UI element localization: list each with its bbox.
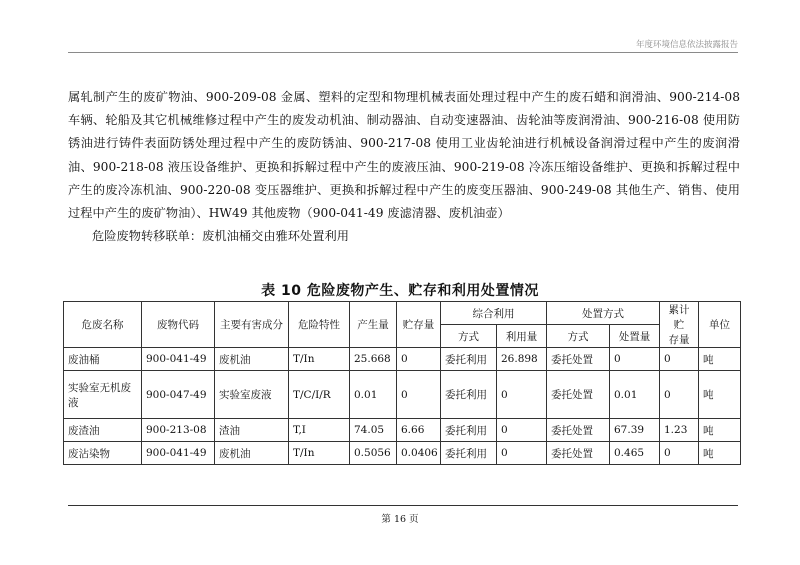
cell-waste-code: 900-041-49 [142,348,215,371]
cell-component: 废机油 [215,348,289,371]
col-header-waste-name: 危废名称 [64,302,142,348]
cell-property: T/C/I/R [289,371,350,419]
cell-waste-name: 废油桶 [64,348,142,371]
cell-property: T/In [289,442,350,465]
cell-disposal-method: 委托处置 [547,442,610,465]
cell-waste-code: 900-213-08 [142,419,215,442]
cell-waste-code: 900-047-49 [142,371,215,419]
cell-accumulated: 1.23 [660,419,699,442]
cell-unit: 吨 [699,371,741,419]
footer-divider [68,505,738,506]
cell-generated: 0.5056 [350,442,397,465]
col-header-disposal-amount: 处置量 [610,325,660,348]
col-header-disposal: 处置方式 [547,302,660,325]
col-header-waste-code: 废物代码 [142,302,215,348]
col-header-hazardous-component: 主要有害成分 [215,302,289,348]
col-header-stored: 贮存量 [397,302,441,348]
cell-waste-code: 900-041-49 [142,442,215,465]
cell-accumulated: 0 [660,442,699,465]
cell-stored: 6.66 [397,419,441,442]
accum-header-line-2: 存量 [668,334,690,346]
cell-accumulated: 0 [660,371,699,419]
cell-utilization-amount: 0 [497,442,547,465]
cell-property: T,I [289,419,350,442]
cell-stored: 0 [397,348,441,371]
accum-header-line-1: 累计贮 [668,304,690,331]
body-paragraph-transfer-manifest: 危险废物转移联单：废机油桶交由雅环处置利用 [92,229,349,244]
cell-utilization-amount: 26.898 [497,348,547,371]
col-header-unit: 单位 [699,302,741,348]
cell-utilization-method: 委托利用 [441,348,497,371]
cell-utilization-method: 委托利用 [441,419,497,442]
cell-unit: 吨 [699,419,741,442]
cell-waste-name: 废渣油 [64,419,142,442]
cell-generated: 0.01 [350,371,397,419]
cell-component: 渣油 [215,419,289,442]
cell-utilization-amount: 0 [497,371,547,419]
cell-disposal-method: 委托处置 [547,371,610,419]
cell-disposal-amount: 0 [610,348,660,371]
body-text [68,86,740,248]
table-title: 表 10 危险废物产生、贮存和利用处置情况 [261,283,539,299]
cell-utilization-method: 委托利用 [441,371,497,419]
cell-accumulated: 0 [660,348,699,371]
table-header-row-1 [64,302,741,325]
cell-generated: 25.668 [350,348,397,371]
col-header-utilization: 综合利用 [441,302,547,325]
cell-utilization-amount: 0 [497,419,547,442]
cell-disposal-amount: 0.01 [610,371,660,419]
cell-generated: 74.05 [350,419,397,442]
cell-component: 废机油 [215,442,289,465]
cell-utilization-method: 委托利用 [441,442,497,465]
cell-disposal-amount: 0.465 [610,442,660,465]
cell-disposal-method: 委托处置 [547,348,610,371]
cell-stored: 0.0406 [397,442,441,465]
cell-unit: 吨 [699,442,741,465]
cell-disposal-method: 委托处置 [547,419,610,442]
cell-waste-name: 废沾染物 [64,442,142,465]
page-number: 第 16 页 [381,514,419,525]
cell-waste-name: 实验室无机废液 [64,371,142,419]
cell-disposal-amount: 67.39 [610,419,660,442]
cell-property: T/In [289,348,350,371]
col-header-accumulated-storage [660,302,699,348]
cell-component: 实验室废液 [215,371,289,419]
col-header-utilization-method: 方式 [441,325,497,348]
report-header-title: 年度环境信息依法披露报告 [635,40,738,50]
table-row [64,371,741,419]
table-row [64,442,741,465]
table-row [64,419,741,442]
col-header-hazard-property: 危险特性 [289,302,350,348]
body-paragraph-waste-list: 属轧制产生的废矿物油、900-209-08 金属、塑料的定型和物理机械表面处理过程中产生的废石蜡和润滑油、900-214-08 车辆、轮船及其它机械维修过程中产生的废发动机油、制动器油、自动变速器油、齿轮油等废润滑油、900-216-08 使用防锈油进行铸件表面防锈处理过程中产生的废防锈油、900-217-08 使用工业齿轮油进行机械设备润滑过程中产生的废润滑油、900-218-08 液压设备维护、更换和拆解过程中产生的废液压油、900-219-08 冷冻压缩设备维护、更换和拆解过程中产生的废冷冻机油、900-220-08 变压器维护、更换和拆解过程中产生的废变压器油、900-249-08 其他生产、销售、使用过程中产生的废矿物油）、HW49 其他废物（900-041-49 废滤清器、废机油壶） [68,90,740,221]
table-row [64,348,741,371]
cell-unit: 吨 [699,348,741,371]
header-divider [68,52,738,53]
col-header-generated: 产生量 [350,302,397,348]
col-header-disposal-method: 方式 [547,325,610,348]
col-header-utilization-amount: 利用量 [497,325,547,348]
cell-stored: 0 [397,371,441,419]
hazardous-waste-table [63,301,741,465]
